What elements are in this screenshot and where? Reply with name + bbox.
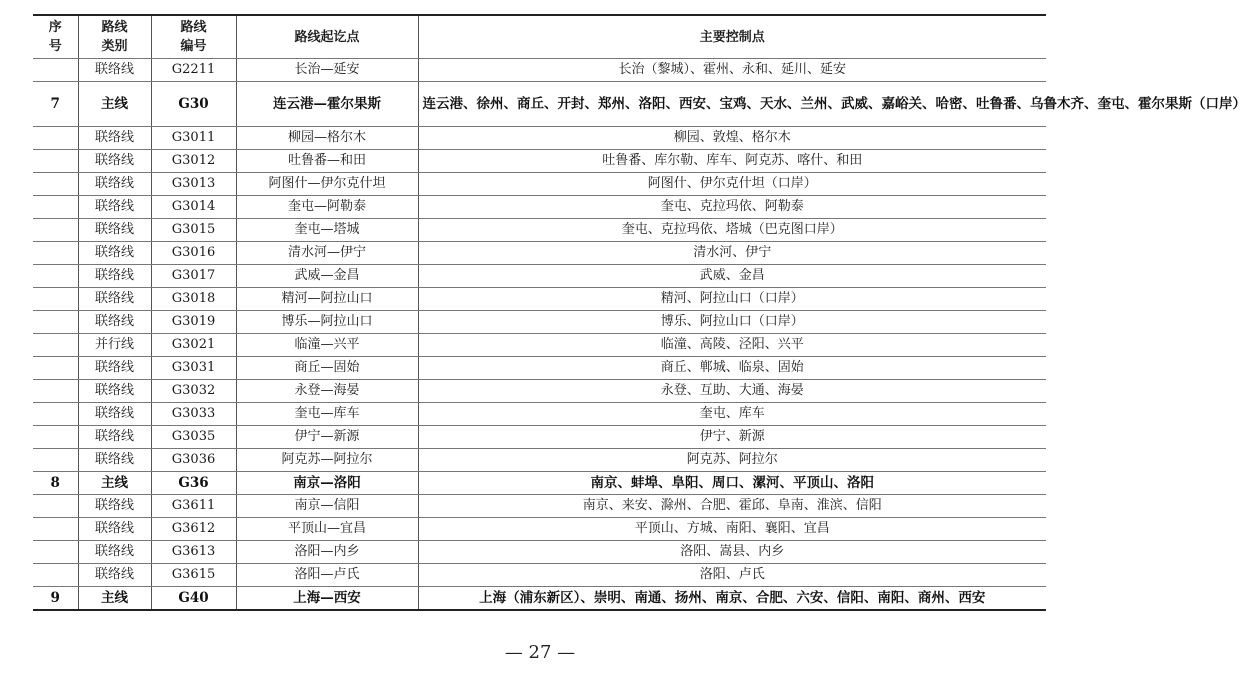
route-code-cell: G3014 <box>151 196 236 219</box>
route-code-cell: G3031 <box>151 357 236 380</box>
control-points-cell: 永登、互助、大通、海晏 <box>418 380 1046 403</box>
route-type-cell: 并行线 <box>78 334 151 357</box>
seq-cell <box>33 449 78 472</box>
route-type-cell: 联络线 <box>78 564 151 587</box>
route-endpoints-cell: 奎屯—库车 <box>236 403 418 426</box>
table-row <box>33 59 1046 82</box>
route-code-cell: G36 <box>151 472 236 495</box>
control-points-cell: 武威、金昌 <box>418 265 1046 288</box>
control-points-cell: 清水河、伊宁 <box>418 242 1046 265</box>
table-row <box>33 426 1046 449</box>
table-row <box>33 242 1046 265</box>
control-points-cell: 长治（黎城）、霍州、永和、延川、延安 <box>418 59 1046 82</box>
seq-cell <box>33 518 78 541</box>
control-points-cell: 洛阳、嵩县、内乡 <box>418 541 1046 564</box>
table-row <box>33 380 1046 403</box>
route-code-cell: G3613 <box>151 541 236 564</box>
route-table-body <box>33 59 1246 611</box>
seq-cell: 7 <box>33 82 78 127</box>
header-endpoints: 路线起讫点 <box>236 15 418 59</box>
route-code-cell: G3011 <box>151 127 236 150</box>
route-code-cell: G3013 <box>151 173 236 196</box>
route-code-cell: G2211 <box>151 59 236 82</box>
control-points-cell: 上海（浦东新区）、崇明、南通、扬州、南京、合肥、六安、信阳、南阳、商州、西安 <box>418 587 1046 611</box>
route-endpoints-cell: 洛阳—内乡 <box>236 541 418 564</box>
route-code-cell: G3019 <box>151 311 236 334</box>
seq-cell <box>33 59 78 82</box>
control-points-cell: 阿克苏、阿拉尔 <box>418 449 1046 472</box>
route-code-cell: G3015 <box>151 219 236 242</box>
seq-cell <box>33 334 78 357</box>
route-type-cell: 联络线 <box>78 219 151 242</box>
page-number: — 27 — <box>504 642 576 663</box>
route-code-cell: G3017 <box>151 265 236 288</box>
control-points-cell: 奎屯、克拉玛依、阿勒泰 <box>418 196 1046 219</box>
header-type <box>78 15 151 59</box>
route-endpoints-cell: 奎屯—阿勒泰 <box>236 196 418 219</box>
route-endpoints-cell: 商丘—固始 <box>236 357 418 380</box>
route-code-cell: G3033 <box>151 403 236 426</box>
table-row <box>33 472 1046 495</box>
route-type-cell: 联络线 <box>78 173 151 196</box>
route-type-cell: 联络线 <box>78 242 151 265</box>
route-code-cell: G40 <box>151 587 236 611</box>
route-type-cell: 联络线 <box>78 426 151 449</box>
route-type-cell: 联络线 <box>78 150 151 173</box>
route-code-cell: G3021 <box>151 334 236 357</box>
header-control-points: 主要控制点 <box>418 15 1046 59</box>
control-points-cell: 临潼、高陵、泾阳、兴平 <box>418 334 1046 357</box>
route-endpoints-cell: 连云港—霍尔果斯 <box>236 82 418 127</box>
route-code-cell: G3036 <box>151 449 236 472</box>
seq-cell <box>33 495 78 518</box>
header-code <box>151 15 236 59</box>
route-endpoints-cell: 南京—洛阳 <box>236 472 418 495</box>
seq-cell <box>33 173 78 196</box>
route-type-cell: 主线 <box>78 82 151 127</box>
route-type-cell: 主线 <box>78 472 151 495</box>
route-code-cell: G3035 <box>151 426 236 449</box>
route-endpoints-cell: 伊宁—新源 <box>236 426 418 449</box>
route-type-cell: 联络线 <box>78 357 151 380</box>
route-endpoints-cell: 洛阳—卢氏 <box>236 564 418 587</box>
seq-cell <box>33 288 78 311</box>
seq-cell <box>33 380 78 403</box>
table-header-row <box>33 15 1046 59</box>
control-points-cell: 平顶山、方城、南阳、襄阳、宜昌 <box>418 518 1046 541</box>
route-endpoints-cell: 清水河—伊宁 <box>236 242 418 265</box>
table-row <box>33 127 1046 150</box>
route-code-cell: G3612 <box>151 518 236 541</box>
table-row <box>33 196 1046 219</box>
route-type-cell: 联络线 <box>78 495 151 518</box>
route-type-cell: 主线 <box>78 587 151 611</box>
control-points-cell: 阿图什、伊尔克什坦（口岸） <box>418 173 1046 196</box>
route-endpoints-cell: 武威—金昌 <box>236 265 418 288</box>
route-code-cell: G3018 <box>151 288 236 311</box>
seq-cell <box>33 219 78 242</box>
route-endpoints-cell: 南京—信阳 <box>236 495 418 518</box>
route-endpoints-cell: 柳园—格尔木 <box>236 127 418 150</box>
table-row <box>33 265 1046 288</box>
route-endpoints-cell: 奎屯—塔城 <box>236 219 418 242</box>
seq-cell <box>33 403 78 426</box>
table-row <box>33 357 1046 380</box>
header-code-text: 路线 编号 <box>180 20 207 54</box>
route-code-cell: G3615 <box>151 564 236 587</box>
table-row <box>33 541 1046 564</box>
route-type-cell: 联络线 <box>78 196 151 219</box>
route-table <box>33 14 1246 611</box>
table-row <box>33 518 1046 541</box>
route-type-cell: 联络线 <box>78 311 151 334</box>
route-type-cell: 联络线 <box>78 59 151 82</box>
route-type-cell: 联络线 <box>78 403 151 426</box>
seq-cell <box>33 357 78 380</box>
control-points-cell: 精河、阿拉山口（口岸） <box>418 288 1046 311</box>
seq-cell <box>33 426 78 449</box>
route-code-cell: G3016 <box>151 242 236 265</box>
control-points-cell: 洛阳、卢氏 <box>418 564 1046 587</box>
header-type-text: 路线 类别 <box>101 20 128 54</box>
route-code-cell: G30 <box>151 82 236 127</box>
route-type-cell: 联络线 <box>78 380 151 403</box>
route-type-cell: 联络线 <box>78 265 151 288</box>
route-endpoints-cell: 吐鲁番—和田 <box>236 150 418 173</box>
table-row <box>33 449 1046 472</box>
header-seq <box>33 15 78 59</box>
seq-cell <box>33 196 78 219</box>
route-endpoints-cell: 平顶山—宜昌 <box>236 518 418 541</box>
control-points-cell: 奎屯、克拉玛依、塔城（巴克图口岸） <box>418 219 1046 242</box>
control-points-cell: 商丘、郸城、临泉、固始 <box>418 357 1046 380</box>
seq-cell: 8 <box>33 472 78 495</box>
route-type-cell: 联络线 <box>78 518 151 541</box>
route-endpoints-cell: 长治—延安 <box>236 59 418 82</box>
table-row <box>33 219 1046 242</box>
table-row <box>33 173 1046 196</box>
route-type-cell: 联络线 <box>78 449 151 472</box>
route-type-cell: 联络线 <box>78 288 151 311</box>
control-points-cell: 柳园、敦煌、格尔木 <box>418 127 1046 150</box>
seq-cell <box>33 242 78 265</box>
table-row <box>33 311 1046 334</box>
route-endpoints-cell: 上海—西安 <box>236 587 418 611</box>
seq-cell <box>33 127 78 150</box>
seq-cell: 9 <box>33 587 78 611</box>
route-endpoints-cell: 临潼—兴平 <box>236 334 418 357</box>
route-endpoints-cell: 精河—阿拉山口 <box>236 288 418 311</box>
table-row <box>33 403 1046 426</box>
header-seq-text: 序 号 <box>48 20 62 54</box>
control-points-cell: 南京、蚌埠、阜阳、周口、漯河、平顶山、洛阳 <box>418 472 1046 495</box>
route-code-cell: G3032 <box>151 380 236 403</box>
seq-cell <box>33 150 78 173</box>
control-points-cell: 南京、来安、滁州、合肥、霍邱、阜南、淮滨、信阳 <box>418 495 1046 518</box>
table-row <box>33 82 1046 127</box>
route-endpoints-cell: 博乐—阿拉山口 <box>236 311 418 334</box>
route-code-cell: G3611 <box>151 495 236 518</box>
table-row <box>33 495 1046 518</box>
control-points-cell: 伊宁、新源 <box>418 426 1046 449</box>
route-code-cell: G3012 <box>151 150 236 173</box>
route-endpoints-cell: 永登—海晏 <box>236 380 418 403</box>
seq-cell <box>33 311 78 334</box>
route-endpoints-cell: 阿克苏—阿拉尔 <box>236 449 418 472</box>
seq-cell <box>33 541 78 564</box>
seq-cell <box>33 265 78 288</box>
control-points-cell: 奎屯、库车 <box>418 403 1046 426</box>
control-points-cell: 连云港、徐州、商丘、开封、郑州、洛阳、西安、宝鸡、天水、兰州、武威、嘉峪关、哈密、吐鲁番、乌鲁木齐、奎屯、霍尔果斯（口岸） <box>418 82 1046 127</box>
seq-cell <box>33 564 78 587</box>
table-row <box>33 334 1046 357</box>
route-type-cell: 联络线 <box>78 127 151 150</box>
route-endpoints-cell: 阿图什—伊尔克什坦 <box>236 173 418 196</box>
table-row <box>33 288 1046 311</box>
table-row <box>33 587 1046 611</box>
table-row <box>33 150 1046 173</box>
control-points-cell: 博乐、阿拉山口（口岸） <box>418 311 1046 334</box>
table-row <box>33 564 1046 587</box>
route-type-cell: 联络线 <box>78 541 151 564</box>
control-points-cell: 吐鲁番、库尔勒、库车、阿克苏、喀什、和田 <box>418 150 1046 173</box>
